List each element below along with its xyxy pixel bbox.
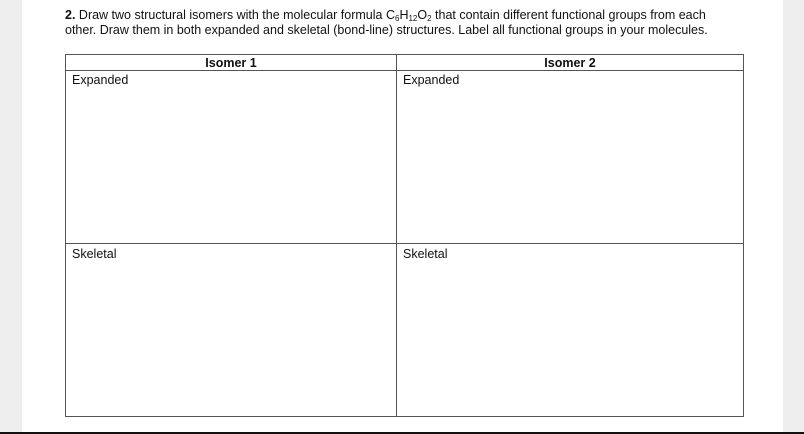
answer-table — [65, 54, 744, 417]
cell-label-isomer-1-skeletal: Skeletal — [72, 247, 117, 261]
header-divider — [66, 70, 743, 71]
row-divider — [66, 243, 743, 244]
worksheet-page — [22, 0, 783, 434]
question-number: 2. — [65, 8, 76, 22]
cell-label-isomer-2-expanded: Expanded — [403, 73, 460, 87]
question-text-end: that contain different functional groups from each — [431, 8, 706, 22]
question-text-start: Draw two structural isomers with the molecular formula — [75, 8, 386, 22]
question-prompt — [65, 8, 765, 38]
cell-label-isomer-2-skeletal: Skeletal — [403, 247, 448, 261]
column-header-isomer-1: Isomer 1 — [205, 56, 257, 70]
question-text-line2: other. Draw them in both expanded and skeletal (bond-line) structures. Label all functional groups in your molecules. — [65, 23, 708, 37]
cell-label-isomer-1-expanded: Expanded — [72, 73, 129, 87]
molecular-formula: $C_6H_{12}O_2$ — [385, 8, 432, 23]
column-header-isomer-2: Isomer 2 — [544, 56, 596, 70]
column-divider — [396, 55, 397, 416]
